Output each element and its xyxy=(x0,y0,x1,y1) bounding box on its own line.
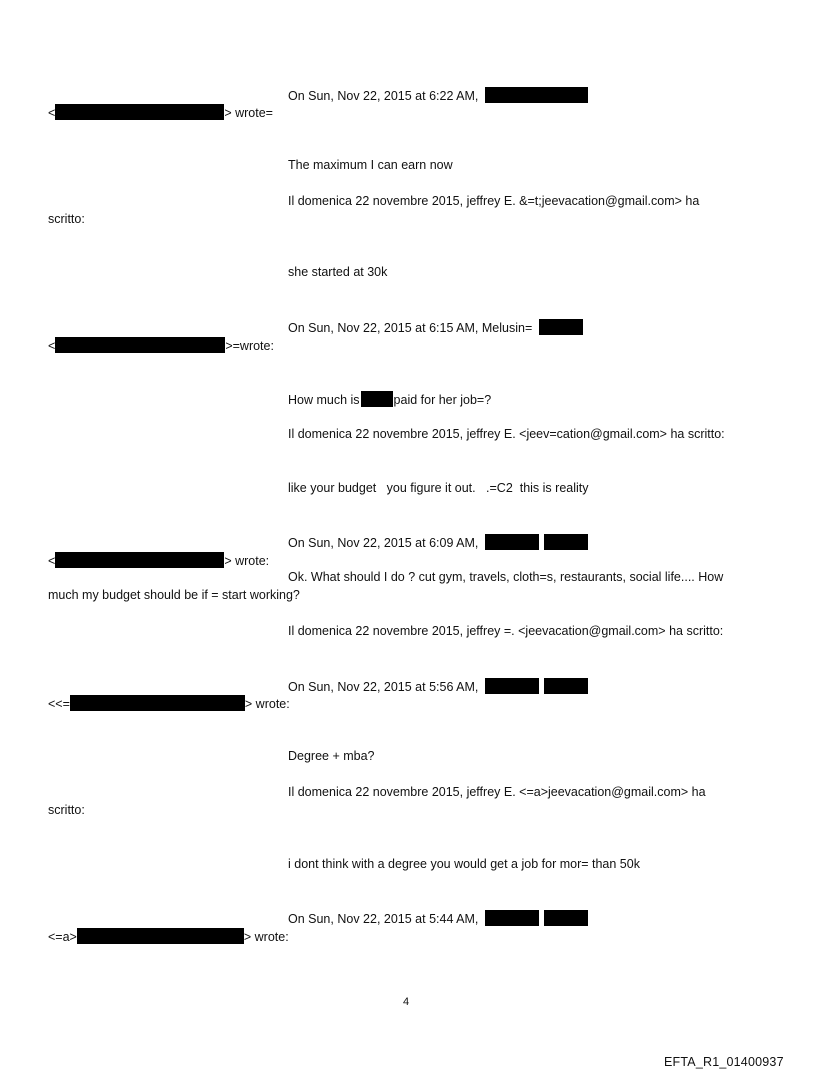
email-header-line xyxy=(288,319,583,336)
sender-prefix: < xyxy=(48,339,56,353)
redaction-bar xyxy=(55,337,225,353)
message-text: i dont think with a degree you would get a job for mor= than 50k xyxy=(288,857,640,871)
redaction-bar xyxy=(544,678,588,694)
redaction-bar xyxy=(544,910,588,926)
header-date-text: On Sun, Nov 22, 2015 at 5:56 AM, xyxy=(288,680,479,694)
quote-header-line: Il domenica 22 novembre 2015, jeffrey E. &=t;jeevacation@gmail.com> ha xyxy=(288,194,700,208)
document-id-footer: EFTA_R1_01400937 xyxy=(664,1055,784,1069)
email-header-line xyxy=(288,87,588,104)
redaction-bar xyxy=(485,910,539,926)
redaction-bar xyxy=(544,534,588,550)
redaction-bar xyxy=(485,678,539,694)
message-text xyxy=(288,391,491,408)
email-sender-line xyxy=(48,104,273,121)
redaction-bar xyxy=(55,104,224,120)
message-text: she started at 30k xyxy=(288,265,388,279)
redaction-bar xyxy=(55,552,224,568)
page-number: 4 xyxy=(403,996,410,1008)
email-sender-line xyxy=(48,695,290,712)
message-text: Ok. What should I do ? cut gym, travels, cloth=s, restaurants, social life.... How xyxy=(288,570,724,584)
sender-suffix: > wrote: xyxy=(244,697,290,711)
header-date-text: On Sun, Nov 22, 2015 at 6:15 AM, Melusin= xyxy=(288,321,533,335)
quote-header-line: Il domenica 22 novembre 2015, jeffrey =. <jeevacation@gmail.com> ha scritto: xyxy=(288,624,724,638)
sender-prefix: < xyxy=(48,554,56,568)
email-sender-line xyxy=(48,928,289,945)
email-header-line xyxy=(288,534,588,551)
header-date-text: On Sun, Nov 22, 2015 at 6:09 AM, xyxy=(288,536,479,550)
message-text: like your budget you figure it out. .=C2 this is reality xyxy=(288,481,589,495)
redaction-bar xyxy=(361,391,393,407)
sender-suffix: >=wrote: xyxy=(225,339,274,353)
email-sender-line xyxy=(48,552,269,569)
quote-header-line: Il domenica 22 novembre 2015, jeffrey E. <jeev=cation@gmail.com> ha scritto: xyxy=(288,427,725,441)
quote-header-line: Il domenica 22 novembre 2015, jeffrey E. <=a>jeevacation@gmail.com> ha xyxy=(288,785,706,799)
message-text: Degree + mba? xyxy=(288,749,375,763)
message-text: The maximum I can earn now xyxy=(288,158,453,172)
sender-suffix: > wrote: xyxy=(224,554,270,568)
email-header-line xyxy=(288,678,588,695)
message-text-continuation: much my budget should be if = start working? xyxy=(48,588,300,602)
email-sender-line xyxy=(48,337,274,354)
sender-prefix: < xyxy=(48,106,56,120)
redaction-bar xyxy=(70,695,245,711)
quote-header-continuation: scritto: xyxy=(48,803,85,817)
redaction-bar xyxy=(77,928,244,944)
email-header-line xyxy=(288,910,588,927)
redaction-bar xyxy=(485,534,539,550)
redaction-bar xyxy=(485,87,588,103)
sender-prefix: <=a> xyxy=(48,930,77,944)
message-text-part: How much is xyxy=(288,393,360,407)
header-date-text: On Sun, Nov 22, 2015 at 6:22 AM, xyxy=(288,89,479,103)
quote-header-continuation: scritto: xyxy=(48,212,85,226)
sender-suffix: > wrote: xyxy=(243,930,289,944)
sender-suffix: > wrote= xyxy=(224,106,273,120)
redaction-bar xyxy=(539,319,583,335)
header-date-text: On Sun, Nov 22, 2015 at 5:44 AM, xyxy=(288,912,479,926)
message-text-part: paid for her job=? xyxy=(393,393,492,407)
sender-prefix: <<= xyxy=(48,697,70,711)
